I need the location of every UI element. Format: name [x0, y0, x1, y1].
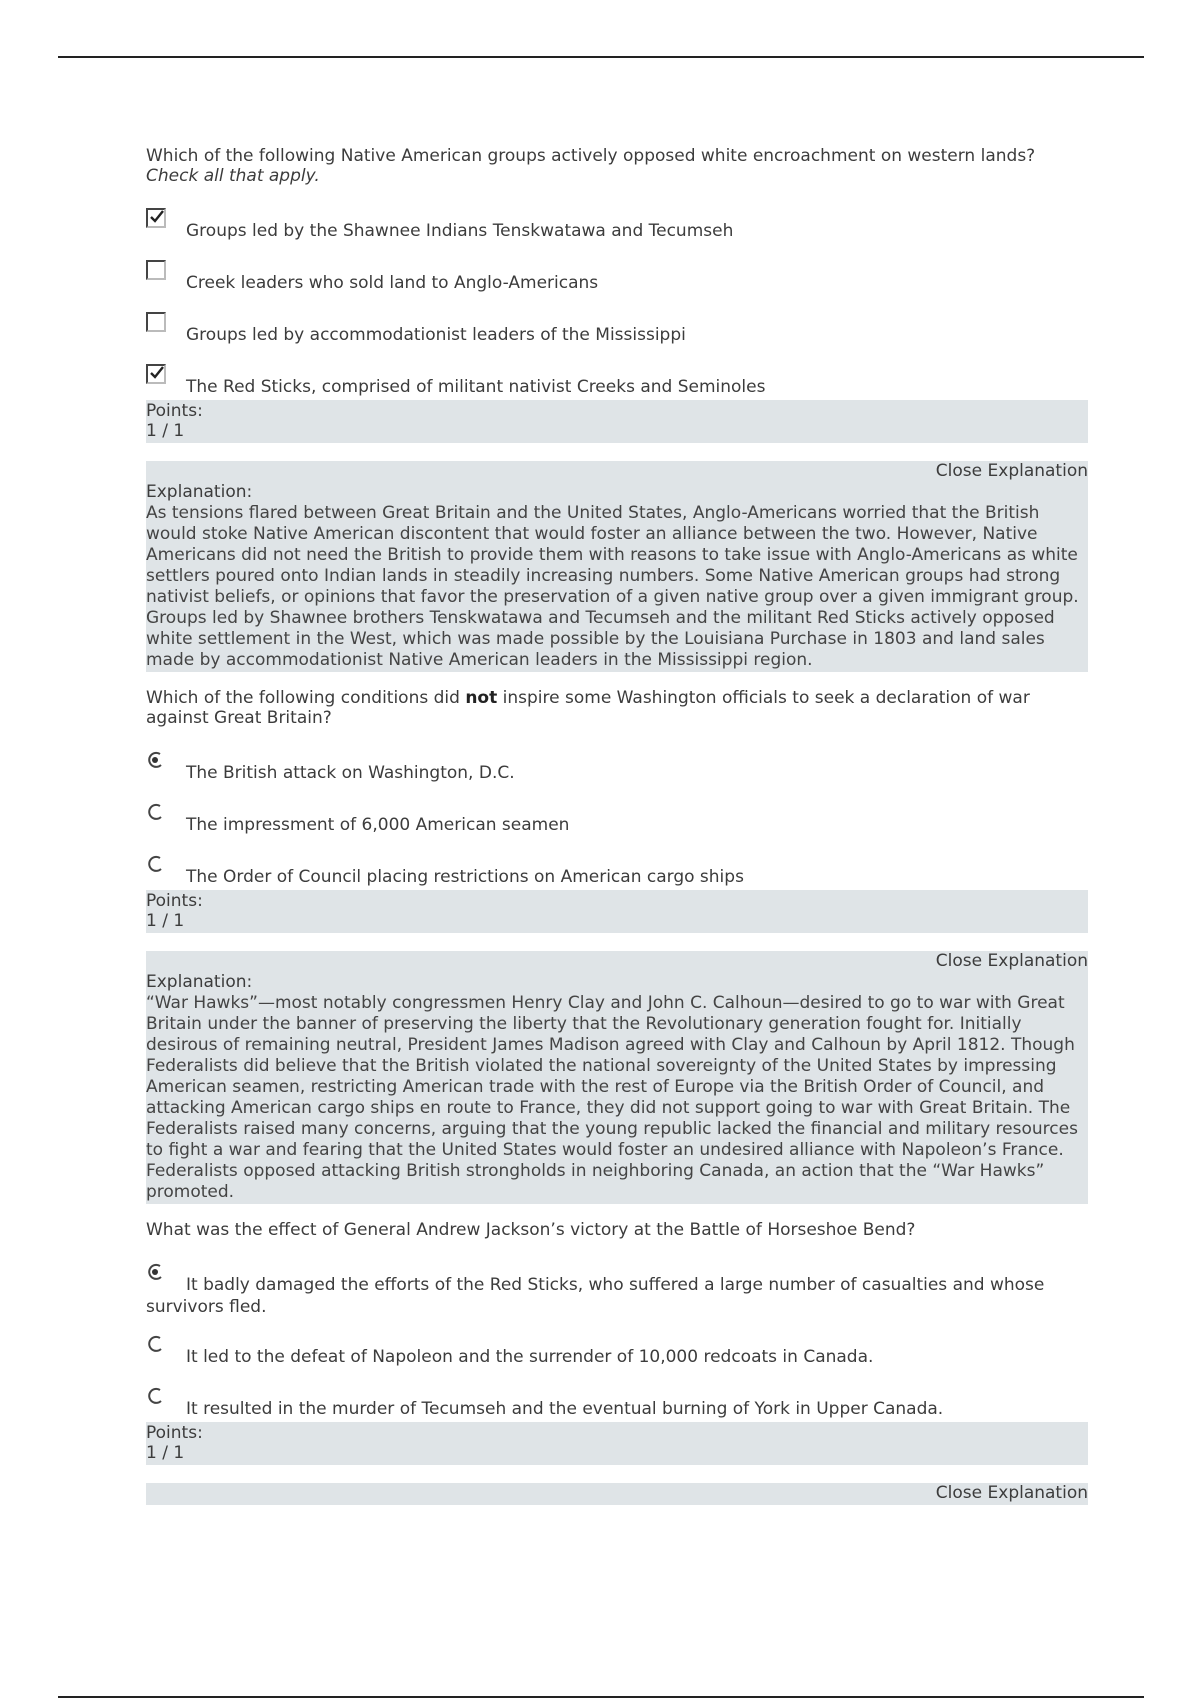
- question-2-prompt: [146, 688, 1088, 728]
- radio-selected[interactable]: [146, 750, 166, 770]
- quiz-content: [146, 146, 1088, 1521]
- q2-option-1[interactable]: [146, 750, 1088, 786]
- close-explanation-link[interactable]: Close Explanation: [935, 461, 1088, 481]
- question-text: Which of the following Native American groups actively opposed white encroachment on western lands?: [146, 146, 1036, 166]
- explanation-label: Explanation:: [146, 972, 253, 992]
- q3-option-3[interactable]: [146, 1386, 1088, 1422]
- question-1-prompt: [146, 146, 1088, 186]
- question-hint: Check all that apply.: [146, 166, 320, 186]
- option-label: The British attack on Washington, D.C.: [186, 763, 515, 783]
- points-box: [146, 400, 1088, 443]
- q3-option-1[interactable]: [146, 1262, 1088, 1318]
- checkbox-checked[interactable]: [146, 208, 166, 228]
- close-explanation-link[interactable]: Close Explanation: [935, 951, 1088, 971]
- points-value: 1 / 1: [146, 1443, 185, 1463]
- points-label: Points:: [146, 401, 203, 421]
- option-label: The Red Sticks, comprised of militant nativist Creeks and Seminoles: [186, 377, 766, 397]
- question-text: inspire some Washington officials to seek a declaration of war against Great Britain?: [146, 688, 1030, 728]
- points-value: 1 / 1: [146, 911, 185, 931]
- explanation-label: Explanation:: [146, 482, 253, 502]
- option-label: It led to the defeat of Napoleon and the surrender of 10,000 redcoats in Canada.: [186, 1347, 874, 1367]
- option-label: The impressment of 6,000 American seamen: [186, 815, 570, 835]
- question-text: Which of the following conditions did: [146, 688, 460, 708]
- checkbox-unchecked[interactable]: [146, 260, 166, 280]
- radio-selected[interactable]: [146, 1262, 166, 1282]
- q3-option-2[interactable]: [146, 1334, 1088, 1370]
- option-label: It resulted in the murder of Tecumseh and the eventual burning of York in Upper Canada.: [186, 1399, 944, 1419]
- points-box: [146, 1422, 1088, 1465]
- option-label: Creek leaders who sold land to Anglo-Americans: [186, 273, 599, 293]
- explanation-box: [146, 1483, 1088, 1505]
- checkbox-unchecked[interactable]: [146, 312, 166, 332]
- checkbox-checked[interactable]: [146, 364, 166, 384]
- explanation-box: [146, 461, 1088, 672]
- question-emphasis: not: [465, 688, 498, 708]
- close-explanation-link[interactable]: Close Explanation: [935, 1483, 1088, 1503]
- option-label: Groups led by accommodationist leaders of the Mississippi: [186, 325, 686, 345]
- q2-option-3[interactable]: [146, 854, 1088, 890]
- points-label: Points:: [146, 1423, 203, 1443]
- q1-option-4[interactable]: [146, 364, 1088, 400]
- q2-option-2[interactable]: [146, 802, 1088, 838]
- bottom-rule: [58, 1696, 1144, 1698]
- explanation-text: As tensions flared between Great Britain and the United States, Anglo-Americans worried that the British would stoke Native American discontent that would foster an alliance between the two. However, Native Americans did not need the British to provide them with reasons to take issue with Anglo-Americans as white settlers poured onto Indian lands in steadily increasing numbers. Some Native American groups had strong nativist beliefs, or opinions that favor the preservation of a given native group over a given immigrant group. Groups led by Shawnee brothers Tenskwatawa and Tecumseh and the militant Red Sticks actively opposed white settlement in the West, which was made possible by the Louisiana Purchase in 1803 and land sales made by accommodationist Native American leaders in the Mississippi region.: [146, 503, 1079, 670]
- explanation-box: [146, 951, 1088, 1204]
- question-text: What was the effect of General Andrew Jackson’s victory at the Battle of Horseshoe Bend?: [146, 1220, 916, 1240]
- question-3-prompt: [146, 1220, 1088, 1240]
- explanation-text: “War Hawks”—most notably congressmen Henry Clay and John C. Calhoun—desired to go to war with Great Britain under the banner of preserving the liberty that the Revolutionary generation fought for. Initially desirous of remaining neutral, President James Madison agreed with Clay and Calhoun by April 1812. Though Federalists did believe that the British violated the national sovereignty of the United States by impressing American seamen, restricting American trade with the rest of Europe via the British Order of Council, and attacking American cargo ships en route to France, they did not support going to war with Great Britain. The Federalists raised many concerns, arguing that the young republic lacked the financial and military resources to fight a war and fearing that the United States would foster an undesired alliance with Napoleon’s France. Federalists opposed attacking British strongholds in neighboring Canada, an action that the “War Hawks” promoted.: [146, 993, 1078, 1202]
- option-label: It badly damaged the efforts of the Red Sticks, who suffered a large number of casualties and whose survivors fled.: [146, 1275, 1045, 1317]
- points-box: [146, 890, 1088, 933]
- q1-option-3[interactable]: [146, 312, 1088, 348]
- top-rule: [58, 56, 1144, 58]
- q1-option-2[interactable]: [146, 260, 1088, 296]
- points-value: 1 / 1: [146, 421, 185, 441]
- q1-option-1[interactable]: [146, 208, 1088, 244]
- radio-unselected[interactable]: [146, 1386, 166, 1406]
- points-label: Points:: [146, 891, 203, 911]
- radio-unselected[interactable]: [146, 802, 166, 822]
- radio-unselected[interactable]: [146, 854, 166, 874]
- option-label: Groups led by the Shawnee Indians Tenskwatawa and Tecumseh: [186, 221, 734, 241]
- option-label: The Order of Council placing restrictions on American cargo ships: [186, 867, 744, 887]
- radio-unselected[interactable]: [146, 1334, 166, 1354]
